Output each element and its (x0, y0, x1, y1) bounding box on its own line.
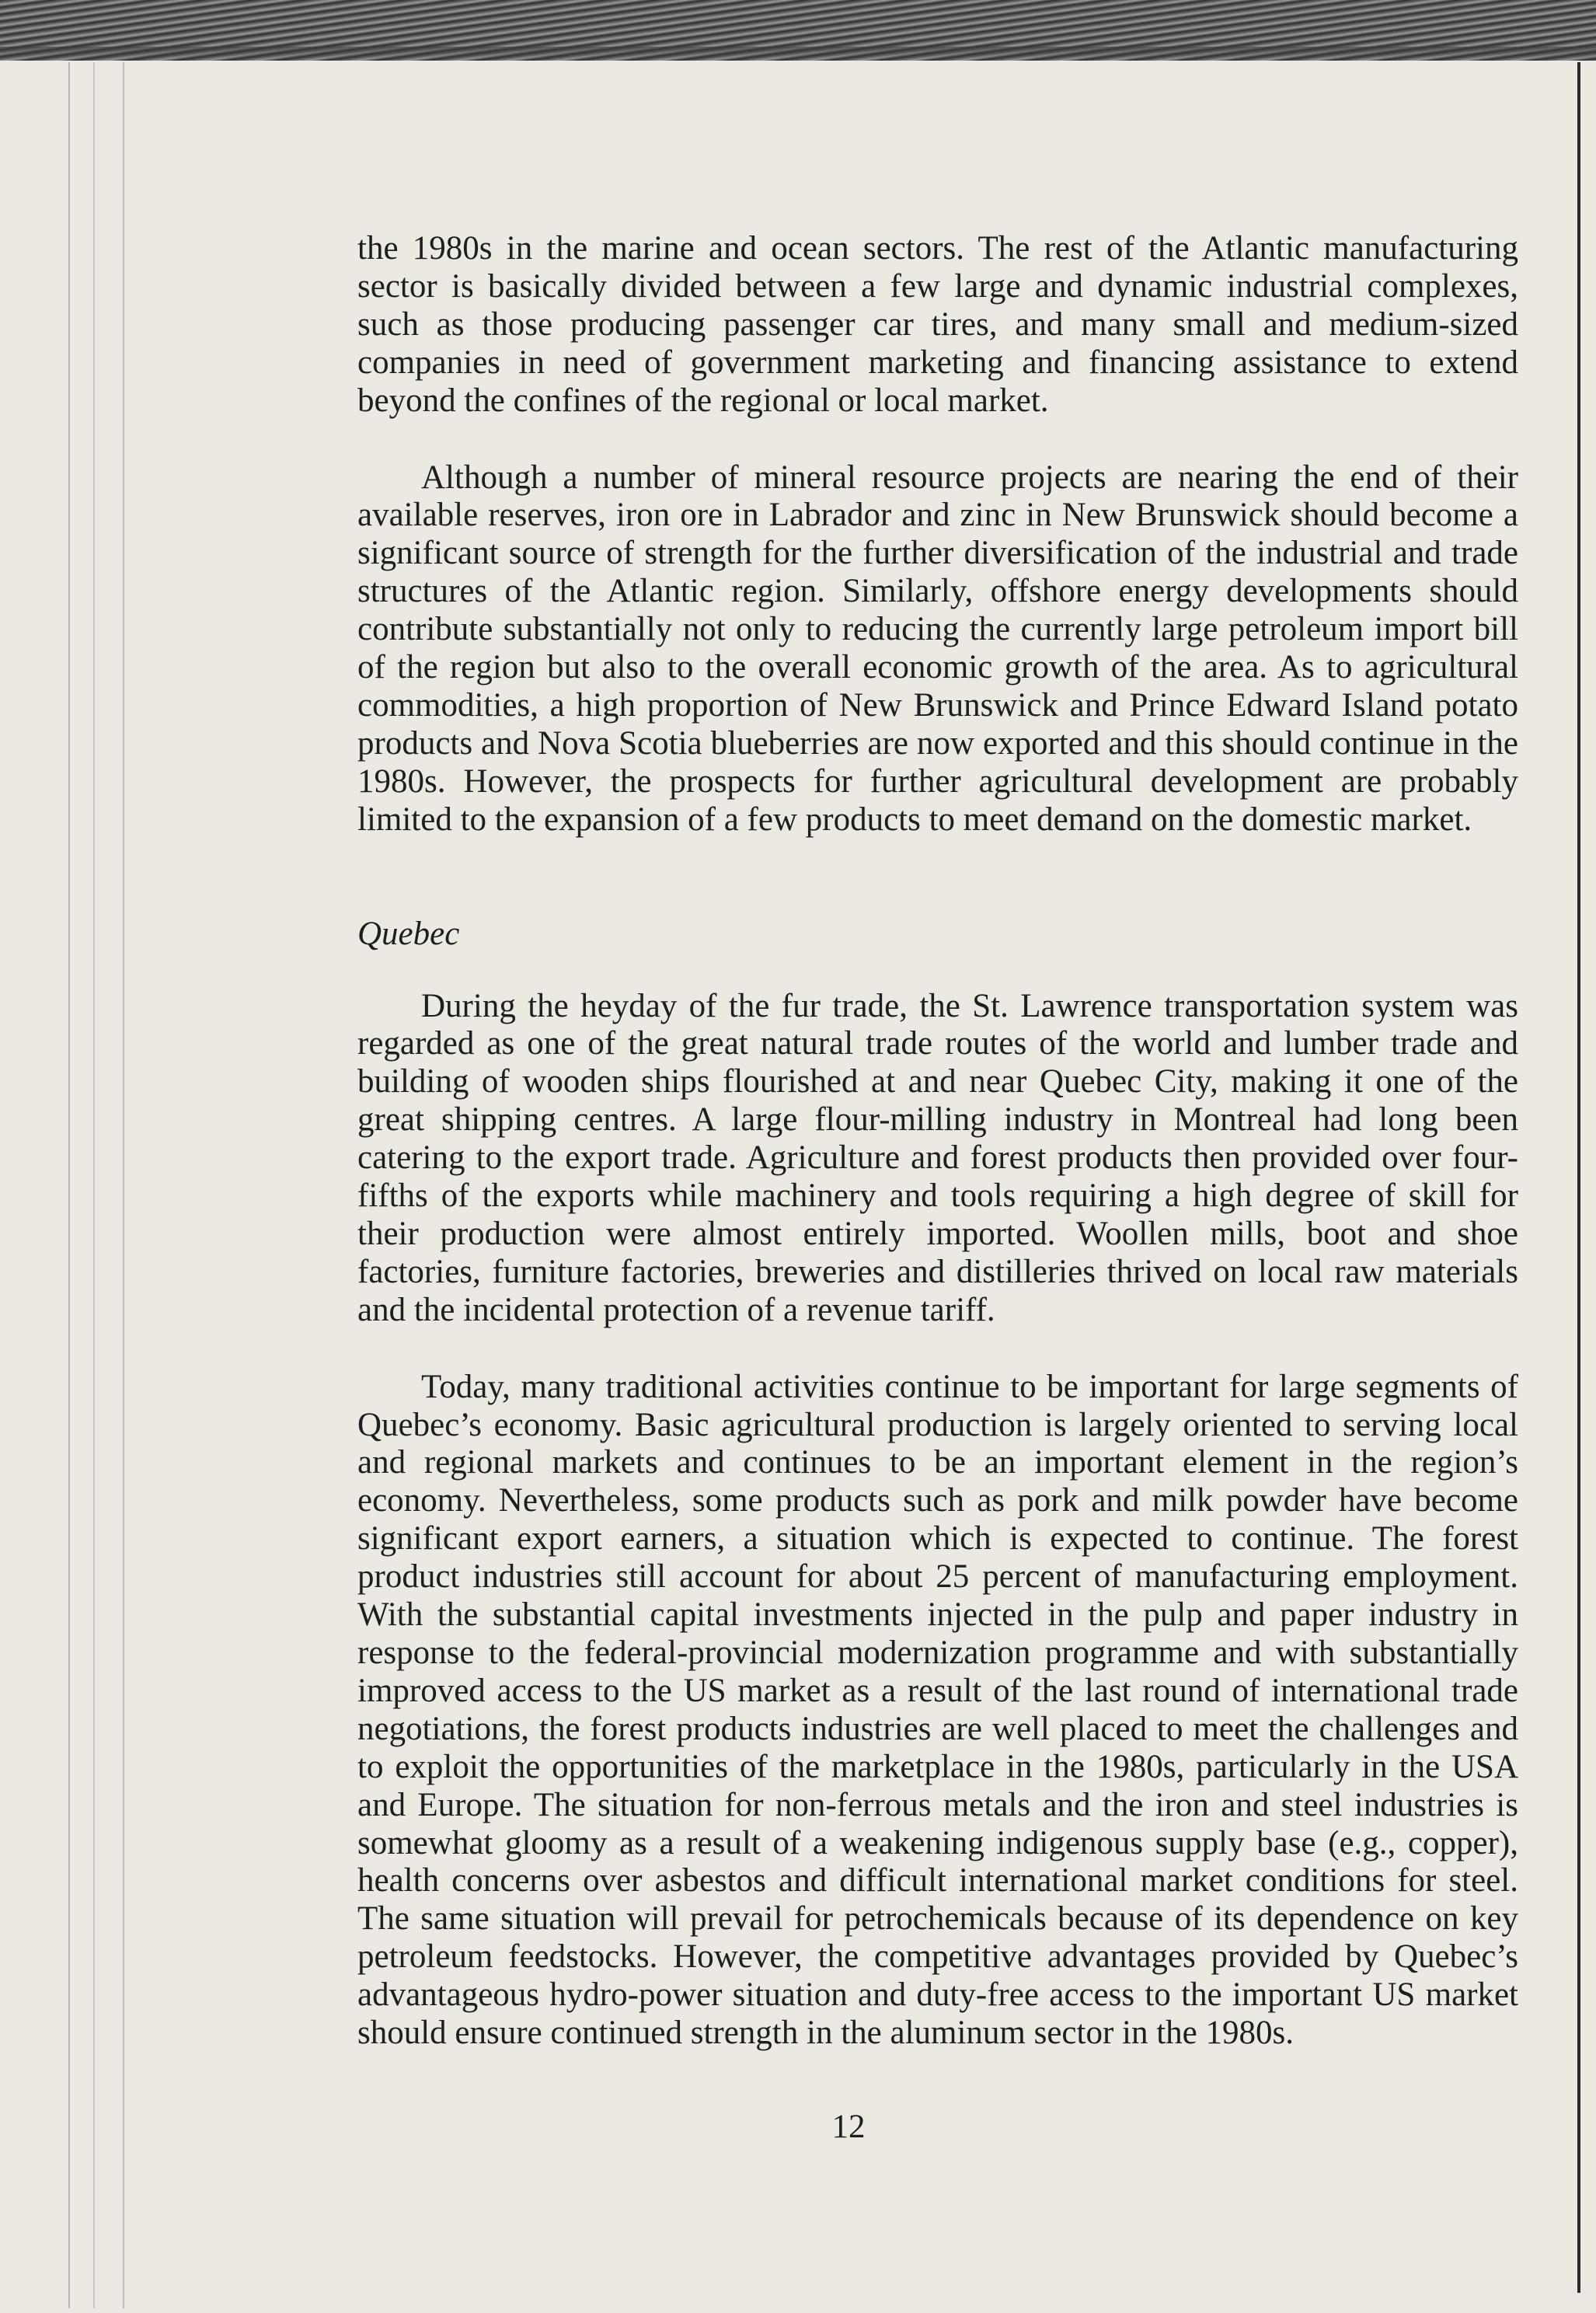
paragraph-2: Although a number of mineral resource projects are nearing the end of their available reserves, iron ore in Labrador and zinc in New Brunswick should become a significant source of strength for the further diversification of the industrial and trade structures of the Atlantic region. Similarly, offshore energy developments should contribute substantially not only to reducing the currently large petroleum import bill of the region but also to the overall economic growth of the area. As to agricultural commodities, a high proportion of New Brunswick and Prince Edward Island potato products and Nova Scotia blueberries are now exported and this should continue in the 1980s. However, the prospects for further agricultural development are probably limited to the expansion of a few products to meet demand on the domestic market. (357, 459, 1518, 838)
scan-top-edge (0, 0, 1596, 61)
section-heading: Quebec (357, 915, 460, 952)
page-number: 12 (831, 2109, 866, 2145)
page-right-edge (1577, 62, 1580, 2293)
paragraph-4: Today, many traditional activities continue to be important for large segments of Quebec’s economy. Basic agricultural production is largely oriented to serving local and regional markets and continues to be an important element in the region’s economy. Nevertheless, some products such as pork and milk powder have become significant export earners, a situation which is expected to continue. The forest product industries still account for about 25 percent of manufacturing employment. With the substantial capital investments injected in the pulp and paper industry in response to the federal-provincial modernization programme and with substantially improved access to the US market as a result of the last round of international trade negotiations, the forest products industries are well placed to meet the challenges and to exploit the opportunities of the marketplace in the 1980s, particularly in the USA and Europe. The situation for non-ferrous metals and the iron and steel industries is somewhat gloomy as a result of a weakening indigenous supply base (e.g., copper), health concerns over asbestos and difficult international market conditions for steel. The same situation will prevail for petrochemicals because of its dependence on key petroleum feedstocks. However, the competitive advantages provided by Quebec’s advantageous hydro-power situation and duty-free access to the important US market should ensure continued strength in the aluminum sector in the 1980s. (357, 1368, 1518, 2052)
paragraph-3: During the heyday of the fur trade, the St. Lawrence transportation system was regarded as one of the great natural trade routes of the world and lumber trade and building of wooden ships flourished at and near Quebec City, making it one of the great shipping centres. A large flour-milling industry in Montreal had long been catering to the export trade. Agriculture and forest products then provided over four-fifths of the exports while machinery and tools requiring a high degree of skill for their production were almost entirely imported. Woollen mills, boot and shoe factories, furniture factories, breweries and distilleries thrived on local raw materials and the incidental protection of a revenue tariff. (357, 987, 1518, 1328)
binding-shadow (54, 62, 140, 2308)
body-text (357, 230, 1518, 2053)
paragraph-1: the 1980s in the marine and ocean sectors. The rest of the Atlantic manufacturing sector is basically divided between a few large and dynamic industrial complexes, such as those producing passenger car tires, and many small and medium-sized companies in need of government marketing and financing assistance to extend beyond the confines of the regional or local market. (357, 230, 1518, 419)
